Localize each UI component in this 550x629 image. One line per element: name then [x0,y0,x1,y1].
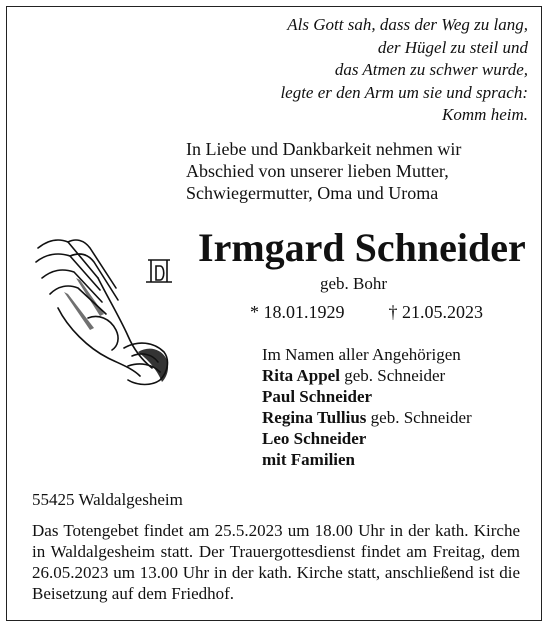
family-header: Im Namen aller Angehörigen [262,345,461,364]
member-note: geb. Schneider [339,366,446,385]
death-date: † 21.05.2023 [388,302,483,322]
family-member [262,449,472,470]
intro-line: In Liebe und Dankbarkeit nehmen wir [186,139,462,159]
family-member [262,365,472,386]
intro-line: Abschied von unserer lieben Mutter, [186,161,449,181]
member-name: Paul Schneider [262,387,373,406]
member-name: Rita Appel [262,366,340,385]
deceased-name: Irmgard Schneider [198,225,526,270]
family-member [262,386,472,407]
intro-text [186,138,461,204]
member-name: Leo Schneider [262,429,367,448]
member-name: Regina Tullius [262,408,367,427]
poem-line: Komm heim. [442,105,528,124]
service-notice: Das Totengebet findet am 25.5.2023 um 18.00 Uhr in der kath. Kirche in Waldalgesheim statt. Der Trauergottesdienst findet am Freitag, dem 26.05.2023 um 13.00 Uhr in der kath. Kirche statt, anschließend ist die Beisetzung auf dem Friedhof. [32,521,520,603]
life-dates [250,302,483,323]
poem [280,14,528,127]
poem-line: legte er den Arm um sie und sprach: [280,82,528,102]
family-member [262,407,472,428]
member-note: geb. Schneider [366,408,472,427]
intro-line: Schwiegermutter, Oma und Uroma [186,183,439,203]
durer-monogram-icon [146,260,172,282]
praying-hands-icon [28,218,178,388]
member-name: mit Familien [262,450,356,469]
poem-line: Als Gott sah, dass der Weg zu lang, [287,15,528,34]
family-member [262,428,472,449]
family-list [262,344,472,470]
place: 55425 Waldalgesheim [32,490,183,509]
maiden-name: geb. Bohr [320,274,388,293]
poem-line: der Hügel zu steil und [377,37,528,57]
birth-date: * 18.01.1929 [250,302,345,322]
poem-line: das Atmen zu schwer wurde, [334,60,528,79]
